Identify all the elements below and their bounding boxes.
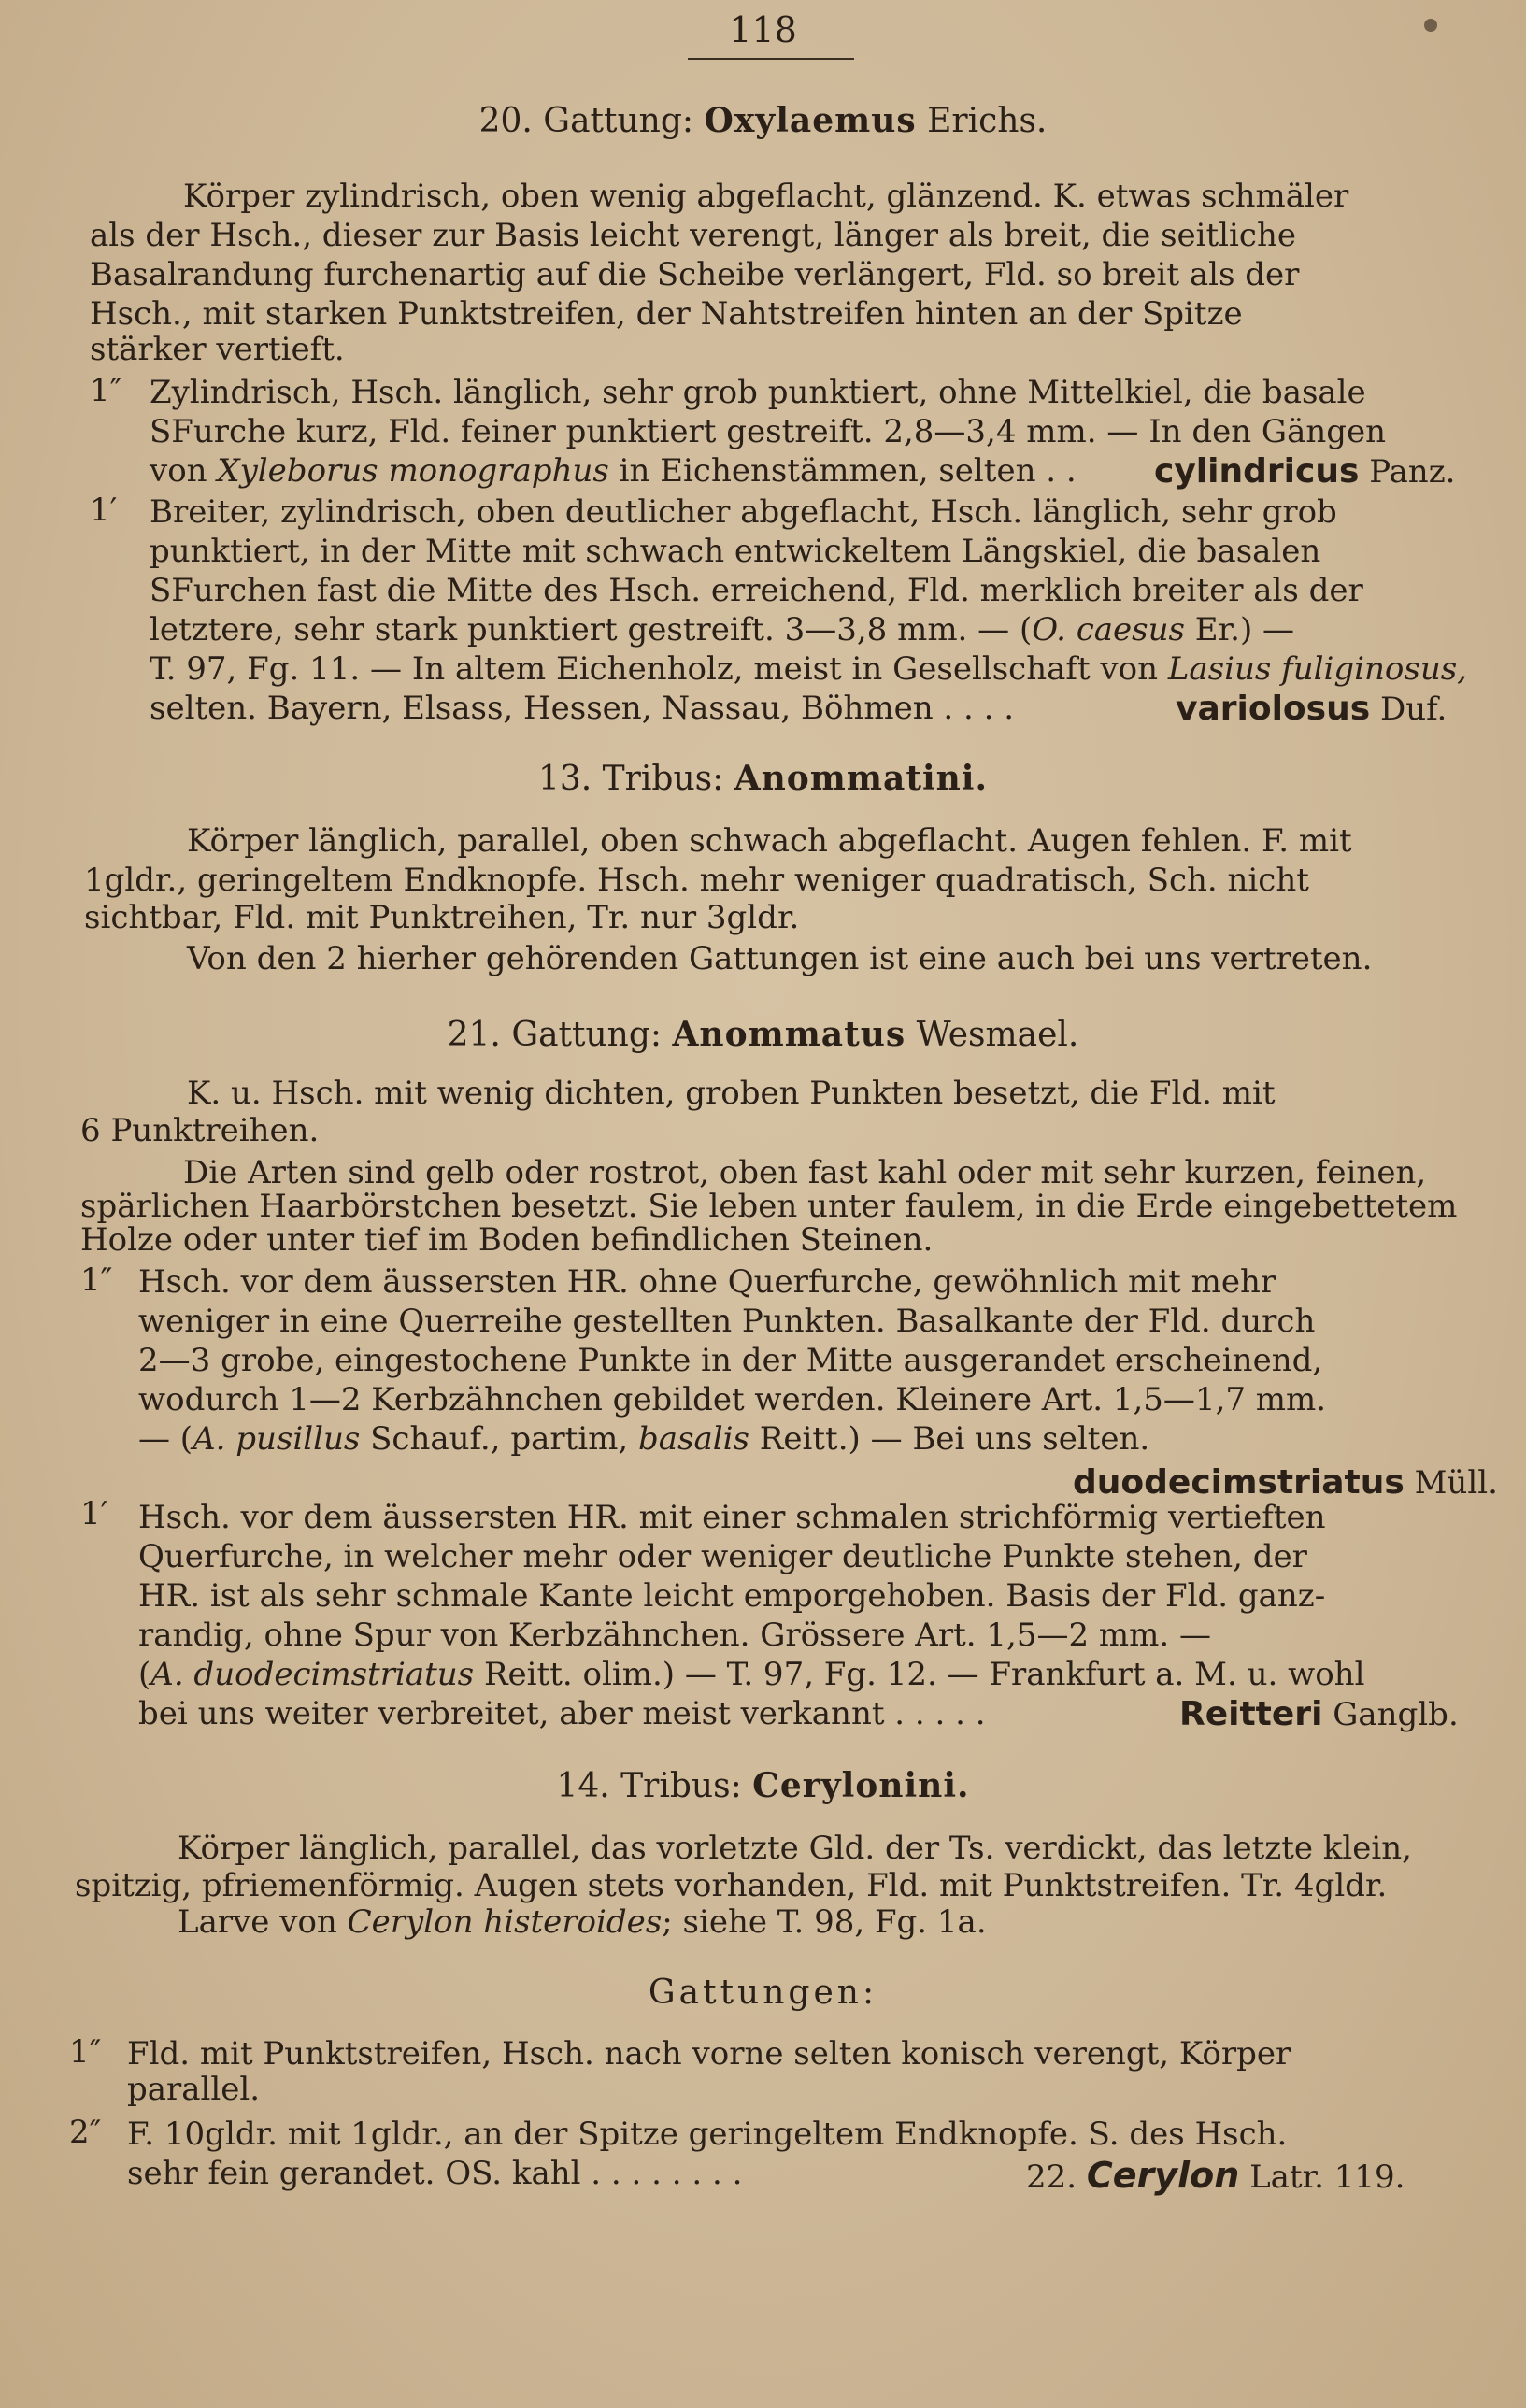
key-line — [138, 1656, 1364, 1693]
species-author: Müll. — [1414, 1464, 1498, 1502]
key-line — [150, 650, 1467, 688]
key-line: selten. Bayern, Elsass, Hessen, Nassau, Böhmen . . . . — [150, 690, 1015, 727]
key-line: 2—3 grobe, eingestochene Punkte in der Mitte ausgerandet erscheinend, — [138, 1342, 1323, 1379]
species-entry — [1154, 452, 1455, 491]
genus-number: 22. — [1026, 2159, 1077, 2196]
tribe-name: Anommatini. — [734, 759, 989, 798]
key-line: Hsch. vor dem äussersten HR. ohne Querfurche, gewöhnlich mit mehr — [138, 1263, 1276, 1301]
heading-prefix: 21. Gattung: — [447, 1016, 663, 1054]
desc-line: stärker vertieft. — [90, 331, 345, 368]
key-line: Hsch. vor dem äussersten HR. mit einer schmalen strichförmig vertieften — [138, 1499, 1326, 1536]
italic-taxon: O. caesus — [1032, 611, 1185, 648]
italic-taxon: Cerylon histeroides — [347, 1903, 663, 1941]
heading-prefix: 20. Gattung: — [478, 102, 694, 140]
species-name: duodecimstriatus — [1073, 1463, 1405, 1502]
key-line: HR. ist als sehr schmale Kante leicht emporgehoben. Basis der Fld. ganz- — [138, 1577, 1326, 1615]
genus-author: Wesmael. — [916, 1016, 1079, 1054]
desc-line: K. u. Hsch. mit wenig dichten, groben Punkten besetzt, die Fld. mit — [187, 1075, 1276, 1112]
key-number: 2″ — [69, 2114, 102, 2151]
text: Er.) — — [1194, 611, 1295, 648]
key-number: 1″ — [90, 372, 122, 409]
text: Reitt. olim.) — T. 97, Fg. 12. — Frankfurt a. M. u. wohl — [483, 1656, 1365, 1693]
key-number: 1″ — [80, 1261, 113, 1299]
small-text-line: spärlichen Haarbörstchen besetzt. Sie leben unter faulem, in die Erde eingebettetem — [80, 1188, 1458, 1225]
key-line: Fld. mit Punktstreifen, Hsch. nach vorne selten konisch verengt, Körper — [127, 2035, 1291, 2073]
key-line: SFurche kurz, Fld. feiner punktiert gestreift. 2,8—3,4 mm. — In den Gängen — [150, 413, 1387, 450]
key-line: weniger in eine Querreihe gestellten Punkten. Basalkante der Fld. durch — [138, 1303, 1316, 1340]
text: ( — [138, 1656, 151, 1693]
page-number: 118 — [729, 9, 797, 50]
desc-line: Hsch., mit starken Punktstreifen, der Nahtstreifen hinten an der Spitze — [90, 295, 1243, 333]
text: von — [150, 452, 207, 490]
tribe-name: Cerylonini. — [752, 1766, 970, 1805]
species-entry — [1176, 690, 1447, 728]
genus-name: Cerylon — [1086, 2155, 1240, 2196]
italic-taxon: Xyleborus monographus — [217, 452, 609, 490]
desc-line: Basalrandung furchenartig auf die Scheibe verlängert, Fld. so breit als der — [90, 256, 1300, 293]
key-line: sehr fein gerandet. OS. kahl . . . . . . . . — [127, 2155, 743, 2192]
desc-line: spitzig, pfriemenförmig. Augen stets vorhanden, Fld. mit Punktstreifen. Tr. 4gldr. — [75, 1867, 1388, 1904]
text: letztere, sehr stark punktiert gestreift. 3—3,8 mm. — ( — [150, 611, 1033, 648]
key-number: 1″ — [69, 2033, 102, 2071]
key-line: F. 10gldr. mit 1gldr., an der Spitze geringeltem Endknopfe. S. des Hsch. — [127, 2116, 1288, 2153]
desc-line: sichtbar, Fld. mit Punktreihen, Tr. nur 3gldr. — [84, 899, 800, 936]
genus-author: Latr. 119. — [1249, 2159, 1405, 2196]
desc-line: als der Hsch., dieser zur Basis leicht verengt, länger als breit, die seitliche — [90, 217, 1296, 254]
genus-name: Anommatus — [672, 1015, 906, 1054]
larva-line — [178, 1904, 987, 1940]
genus-author: Erichs. — [927, 102, 1048, 140]
text: T. 97, Fg. 11. — In altem Eichenholz, meist in Gesellschaft von — [150, 650, 1158, 688]
text: Larve von — [178, 1903, 337, 1941]
note-line: Von den 2 hierher gehörenden Gattungen ist eine auch bei uns vertreten. — [187, 940, 1373, 977]
key-line — [150, 452, 1077, 490]
key-number: 1′ — [80, 1495, 108, 1532]
key-line: punktiert, in der Mitte mit schwach entwickeltem Längskiel, die basalen — [150, 533, 1321, 570]
key-line — [150, 611, 1294, 648]
text: ; siehe T. 98, Fg. 1a. — [662, 1903, 987, 1941]
species-author: Ganglb. — [1333, 1696, 1459, 1733]
text: Schauf., partim, — [370, 1420, 629, 1458]
heading-prefix: 13. Tribus: — [537, 760, 724, 798]
species-author: Panz. — [1369, 453, 1456, 491]
key-line: wodurch 1—2 Kerbzähnchen gebildet werden. Kleinere Art. 1,5—1,7 mm. — [138, 1381, 1327, 1418]
genus-reference — [1026, 2155, 1405, 2196]
small-text-line: Die Arten sind gelb oder rostrot, oben fast kahl oder mit sehr kurzen, feinen, — [183, 1154, 1427, 1191]
species-name: Reitteri — [1179, 1695, 1323, 1733]
desc-line: 6 Punktreihen. — [80, 1112, 320, 1149]
italic-taxon: A. pusillus — [193, 1420, 361, 1458]
key-line: Querfurche, in welcher mehr oder weniger deutliche Punkte stehen, der — [138, 1538, 1307, 1575]
header-rule — [688, 58, 854, 60]
text: — ( — [138, 1420, 193, 1458]
key-line: parallel. — [127, 2071, 261, 2108]
italic-taxon: Lasius fuliginosus, — [1167, 650, 1467, 688]
genus-heading-anommatus — [0, 1015, 1526, 1054]
key-line — [138, 1420, 1149, 1458]
text: Reitt.) — Bei uns selten. — [759, 1420, 1150, 1458]
tribe-heading-anommatini — [0, 759, 1526, 798]
desc-line: Körper länglich, parallel, das vorletzte Gld. der Ts. verdickt, das letzte klein, — [178, 1830, 1412, 1867]
text: in Eichenstämmen, selten . . — [619, 452, 1077, 490]
italic-taxon: A. duodecimstriatus — [150, 1656, 475, 1693]
desc-line: 1gldr., geringeltem Endknopfe. Hsch. mehr weniger quadratisch, Sch. nicht — [84, 862, 1309, 899]
desc-line: Körper zylindrisch, oben wenig abgeflacht, glänzend. K. etwas schmäler — [183, 178, 1349, 215]
key-line: Breiter, zylindrisch, oben deutlicher abgeflacht, Hsch. länglich, sehr grob — [150, 493, 1337, 531]
key-line: bei uns weiter verbreitet, aber meist verkannt . . . . . — [138, 1695, 986, 1732]
species-entry — [1179, 1695, 1459, 1733]
tribe-heading-cerylonini — [0, 1766, 1526, 1805]
desc-line: Körper länglich, parallel, oben schwach abgeflacht. Augen fehlen. F. mit — [187, 822, 1352, 860]
genus-name: Oxylaemus — [704, 101, 917, 140]
species-entry — [1073, 1463, 1498, 1502]
small-text-line: Holze oder unter tief im Boden befindlichen Steinen. — [80, 1221, 934, 1259]
italic-taxon: basalis — [638, 1420, 749, 1458]
genera-heading: Gattungen: — [648, 1973, 878, 2012]
species-name: cylindricus — [1154, 452, 1360, 491]
heading-prefix: 14. Tribus: — [556, 1767, 742, 1805]
species-name: variolosus — [1176, 690, 1371, 728]
key-line: SFurchen fast die Mitte des Hsch. erreichend, Fld. merklich breiter als der — [150, 572, 1363, 609]
genus-heading-oxylaemus — [0, 101, 1526, 140]
species-author: Duf. — [1379, 691, 1448, 728]
key-line: randig, ohne Spur von Kerbzähnchen. Grössere Art. 1,5—2 mm. — — [138, 1617, 1211, 1654]
key-line: Zylindrisch, Hsch. länglich, sehr grob punktiert, ohne Mittelkiel, die basale — [150, 374, 1366, 411]
key-number: 1′ — [90, 492, 118, 529]
